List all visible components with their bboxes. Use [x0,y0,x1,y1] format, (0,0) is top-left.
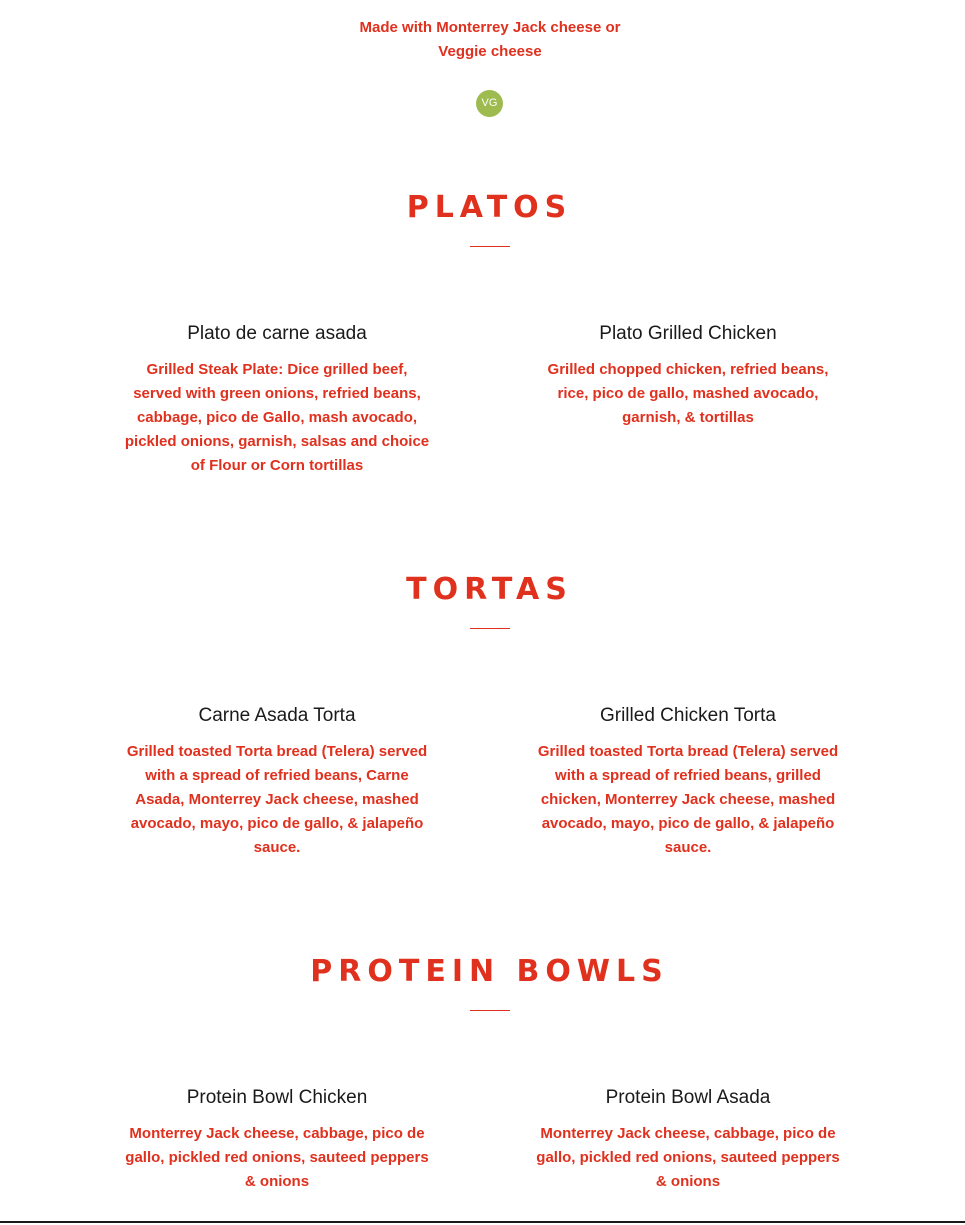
intro-item-description: Made with Monterrey Jack cheese or Veggie cheese [359,19,621,60]
menu-item-description: Monterrey Jack cheese, cabbage, pico de gallo, pickled red onions, sauteed peppers & onions [536,1125,840,1190]
menu-item [533,1084,843,1194]
menu-item-description: Grilled chopped chicken, refried beans, rice, pico de gallo, mashed avocado, garnish, & tortillas [547,361,829,426]
menu-item [533,702,843,860]
menu-item-name: Carne Asada Torta [198,705,356,726]
menu-item [122,320,432,478]
menu-item-description: Grilled toasted Torta bread (Telera) served with a spread of refried beans, grilled chicken, Monterrey Jack cheese, mashed avocado, mayo, pico de gallo, & jalapeño sauce. [537,743,839,856]
page-bottom-border [0,1221,965,1223]
menu-item-description: Grilled Steak Plate: Dice grilled beef, served with green onions, refried beans, cabbage, pico de Gallo, mash avocado, pickled onions, garnish, salsas and choice of Flour or Corn tortillas [124,361,430,474]
menu-item-name: Protein Bowl Chicken [186,1087,368,1108]
section-divider [470,628,510,629]
section-title-protein-bowls: PROTEIN BOWLS [310,954,669,989]
section-divider [470,1010,510,1011]
menu-item-description: Grilled toasted Torta bread (Telera) served with a spread of refried beans, Carne Asada, Monterrey Jack cheese, mashed avocado, mayo, pico de gallo, & jalapeño sauce. [126,743,428,856]
vegetarian-badge: VG [476,90,503,117]
menu-item-name: Grilled Chicken Torta [599,705,776,726]
menu-item [122,702,432,860]
section-divider [470,246,510,247]
menu-item-name: Plato de carne asada [187,323,367,344]
menu-item [533,320,843,430]
menu-item-name: Protein Bowl Asada [605,1087,771,1108]
section-title-platos: PLATOS [406,190,573,225]
menu-item [122,1084,432,1194]
menu-item-description: Monterrey Jack cheese, cabbage, pico de gallo, pickled red onions, sauteed peppers & onions [125,1125,429,1190]
section-title-tortas: TORTAS [406,572,573,607]
menu-item-name: Plato Grilled Chicken [599,323,777,344]
